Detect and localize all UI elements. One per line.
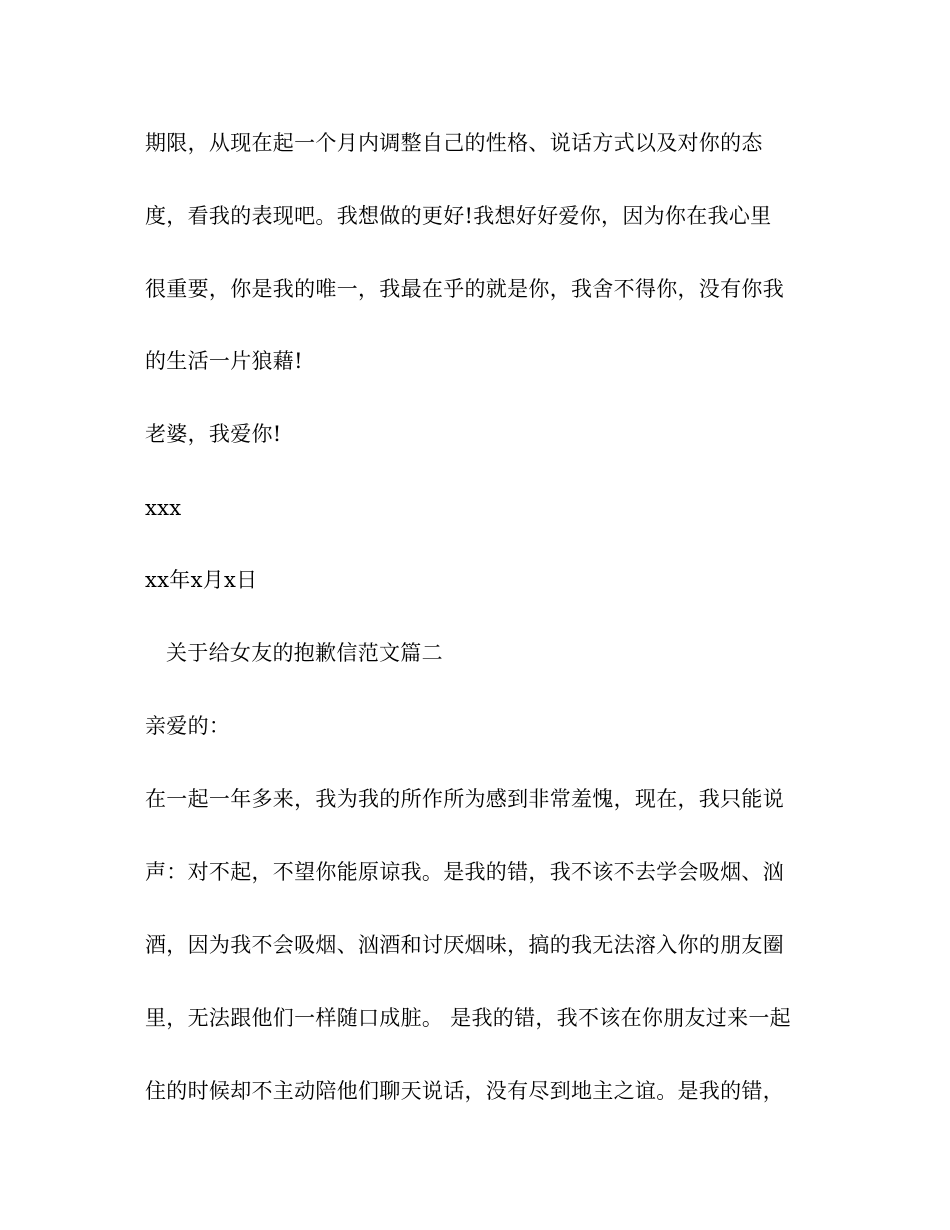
date-line: xx年x月x日 [145,568,258,592]
paragraph-line: 声：对不起，不望你能原谅我。是我的错，我不该不去学会吸烟、汹 [145,860,784,884]
paragraph-line: 期限，从现在起一个月内调整自己的性格、说话方式以及对你的态 [145,131,763,155]
paragraph-line: 度，看我的表现吧。我想做的更好!我想好好爱你，因为你在我心里 [145,204,772,228]
closing-line: 老婆，我爱你! [145,422,282,446]
section-heading: 关于给女友的抱歉信范文篇二 [166,641,443,665]
paragraph-line: 住的时候却不主动陪他们聊天说话，没有尽到地主之谊。是我的错， [145,1079,784,1103]
paragraph-line: 酒，因为我不会吸烟、汹酒和讨厌烟味，搞的我无法溶入你的朋友圈 [145,933,784,957]
paragraph-line: 的生活一片狼藉! [145,349,303,373]
signature: xxx [145,496,182,520]
paragraph-line: 在一起一年多来，我为我的所作所为感到非常羞愧，现在，我只能说 [145,787,784,811]
paragraph-line: 里，无法跟他们一样随口成脏。 是我的错，我不该在你朋友过来一起 [145,1006,791,1030]
paragraph-line: 很重要，你是我的唯一，我最在乎的就是你，我舍不得你，没有你我 [145,277,784,301]
salutation: 亲爱的： [145,714,231,738]
